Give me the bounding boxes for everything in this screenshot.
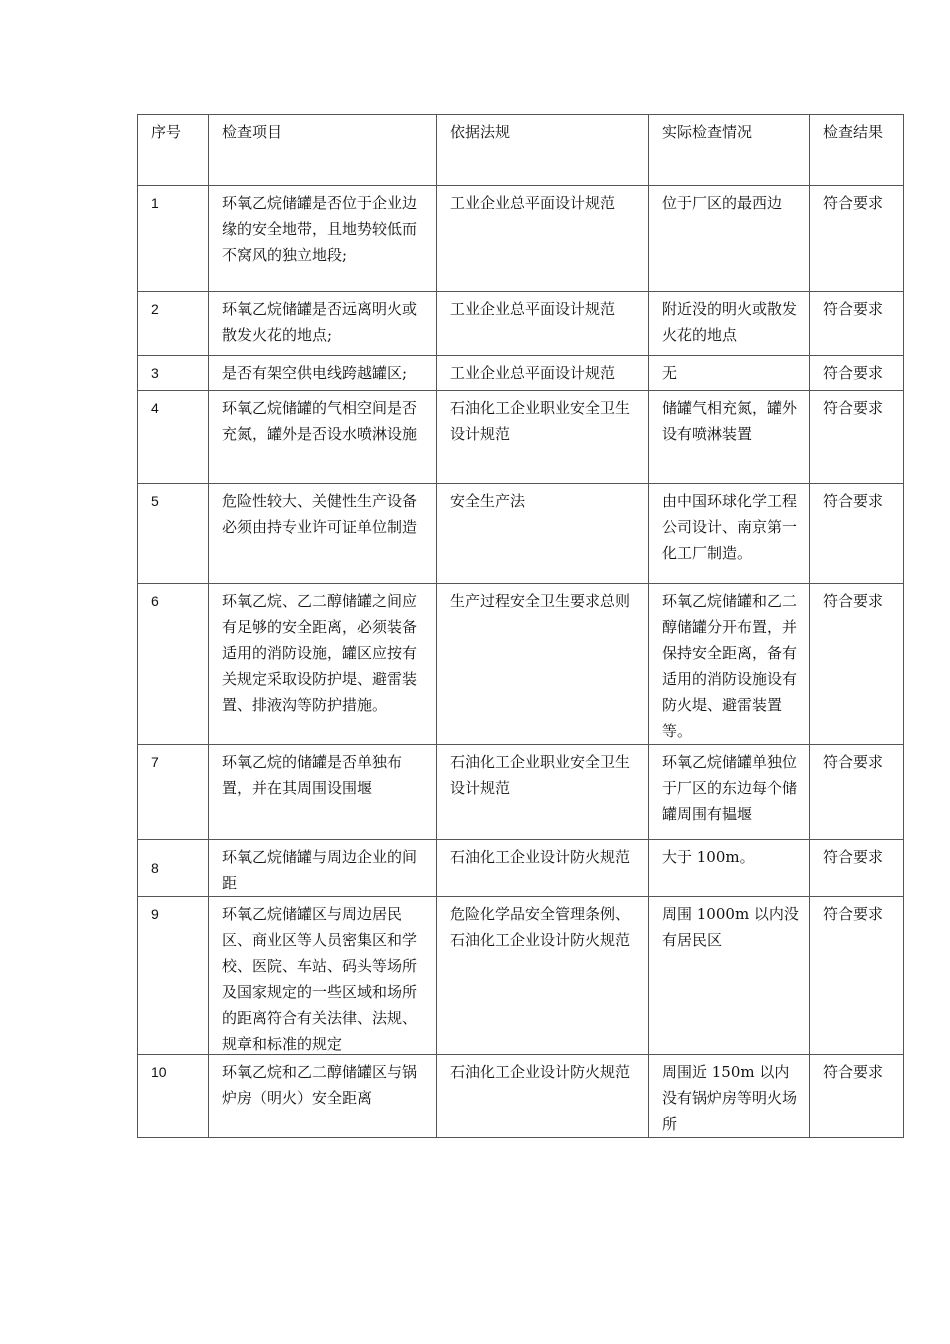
row-result: 符合要求 <box>810 584 904 745</box>
row-actual: 环氧乙烷储罐单独位于厂区的东边每个储罐周围有韫堰 <box>649 745 810 840</box>
row-basis: 工业企业总平面设计规范 <box>437 186 649 292</box>
row-result: 符合要求 <box>810 391 904 484</box>
row-item: 环氧乙烷储罐的气相空间是否充氮，罐外是否设水喷淋设施 <box>209 391 437 484</box>
row-item-text: 环氧乙烷储罐区与周边居民区、商业区等人员密集区和学校、医院、车站、码头等场所及国家规定的一些区域和场所的距离符合有关法律、法规、规章和标准的规定 <box>222 905 418 1053</box>
row-item-text: 是否有架空供电线跨越罐区; <box>222 364 408 382</box>
row-item: 环氧乙烷储罐是否远离明火或散发火花的地点; <box>209 292 437 356</box>
row-basis: 生产过程安全卫生要求总则 <box>437 584 649 745</box>
row-no: 6 <box>138 584 209 745</box>
row-basis: 危险化学品安全管理条例、石油化工企业设计防火规范 <box>437 897 649 1055</box>
row-no: 5 <box>138 484 209 584</box>
header-actual: 实际检查情况 <box>649 115 810 186</box>
table-row <box>138 292 904 356</box>
row-no: 1 <box>138 186 209 292</box>
row-basis: 安全生产法 <box>437 484 649 584</box>
row-actual: 大于 100m。 <box>649 840 810 897</box>
row-no: 10 <box>138 1055 209 1138</box>
row-actual: 由中国环球化学工程公司设计、南京第一化工厂制造。 <box>649 484 810 584</box>
row-no <box>138 840 209 897</box>
row-basis: 石油化工企业职业安全卫生设计规范 <box>437 745 649 840</box>
row-item: 环氧乙烷的储罐是否单独布置，并在其周围设围堰 <box>209 745 437 840</box>
row-item: 环氧乙烷和乙二醇储罐区与锅炉房（明火）安全距离 <box>209 1055 437 1138</box>
table-row <box>138 584 904 745</box>
row-no: 3 <box>138 356 209 391</box>
row-actual: 无 <box>649 356 810 391</box>
row-no: 7 <box>138 745 209 840</box>
row-actual: 周围近 150m 以内没有锅炉房等明火场所 <box>649 1055 810 1138</box>
row-item: 环氧乙烷、乙二醇储罐之间应有足够的安全距离，必须装备适用的消防设施，罐区应按有关规定采取设防护堤、避雷装置、排液沟等防护措施。 <box>209 584 437 745</box>
row-no: 2 <box>138 292 209 356</box>
table-row <box>138 391 904 484</box>
row-result: 符合要求 <box>810 292 904 356</box>
row-basis: 工业企业总平面设计规范 <box>437 292 649 356</box>
row-no: 9 <box>138 897 209 1055</box>
row-no: 4 <box>138 391 209 484</box>
row-item <box>209 356 437 391</box>
row-actual: 周围 1000m 以内没有居民区 <box>649 897 810 1055</box>
table-row <box>138 840 904 897</box>
row-result: 符合要求 <box>810 356 904 391</box>
row-no-text: 8 <box>151 860 159 876</box>
row-actual: 附近没的明火或散发火花的地点 <box>649 292 810 356</box>
row-result: 符合要求 <box>810 840 904 897</box>
header-no: 序号 <box>138 115 209 186</box>
row-item: 危险性较大、关健性生产设备必须由持专业许可证单位制造 <box>209 484 437 584</box>
row-item: 环氧乙烷储罐与周边企业的间距 <box>209 840 437 897</box>
table-row <box>138 1055 904 1138</box>
row-basis: 工业企业总平面设计规范 <box>437 356 649 391</box>
row-actual: 位于厂区的最西边 <box>649 186 810 292</box>
inspection-table <box>137 114 904 1138</box>
row-item <box>209 897 437 1055</box>
row-result: 符合要求 <box>810 897 904 1055</box>
table-row <box>138 745 904 840</box>
row-result: 符合要求 <box>810 745 904 840</box>
row-basis: 石油化工企业设计防火规范 <box>437 840 649 897</box>
header-basis: 依据法规 <box>437 115 649 186</box>
table-row <box>138 356 904 391</box>
table-row <box>138 186 904 292</box>
table-header-row <box>138 115 904 186</box>
row-result: 符合要求 <box>810 1055 904 1138</box>
row-basis: 石油化工企业职业安全卫生设计规范 <box>437 391 649 484</box>
row-basis: 石油化工企业设计防火规范 <box>437 1055 649 1138</box>
row-result: 符合要求 <box>810 186 904 292</box>
table-row <box>138 484 904 584</box>
table-row <box>138 897 904 1055</box>
row-actual: 储罐气相充氮，罐外设有喷淋装置 <box>649 391 810 484</box>
header-result: 检查结果 <box>810 115 904 186</box>
row-result: 符合要求 <box>810 484 904 584</box>
row-item: 环氧乙烷储罐是否位于企业边缘的安全地带，且地势较低而不窝风的独立地段; <box>209 186 437 292</box>
header-item: 检查项目 <box>209 115 437 186</box>
row-actual: 环氧乙烷储罐和乙二醇储罐分开布置，并保持安全距离，备有适用的消防设施设有防火堤、避雷装置等。 <box>649 584 810 745</box>
